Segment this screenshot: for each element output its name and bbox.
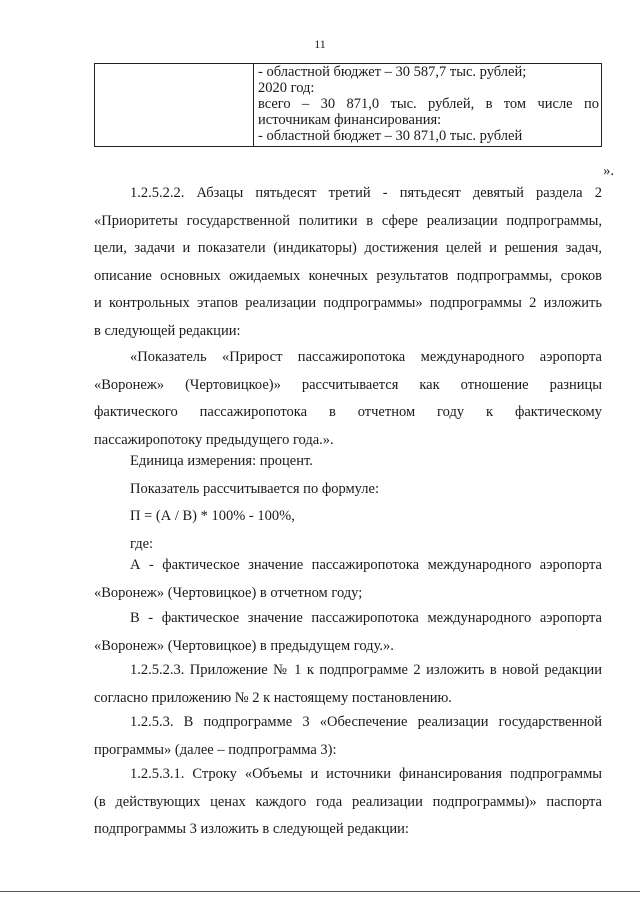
indicator-definition <box>94 344 602 454</box>
page-number: 11 <box>314 37 326 51</box>
formula: П = (А / В) * 100% - 100%, <box>130 508 295 524</box>
text-line: В - фактическое значение пассажиропотока международного аэропорта <box>130 610 602 626</box>
text-line: 1.2.5.3.1. Строку «Объемы и источники финансирования подпрограммы <box>130 766 602 782</box>
table-empty-cell <box>95 64 254 147</box>
unit-line: Единица измерения: процент. <box>130 453 313 469</box>
text-line: описание основных ожидаемых конечных результатов подпрограммы, сроков <box>94 267 602 284</box>
table-line: - областной бюджет – 30 587,7 тыс. рублей; <box>258 64 527 80</box>
text-line: «Приоритеты государственной политики в сфере реализации подпрограммы, <box>94 212 602 229</box>
paragraph-1-2-5-3-1 <box>94 761 602 844</box>
formula-block <box>94 448 602 558</box>
text-line: 1.2.5.3. В подпрограмме 3 «Обеспечение реализации государственной <box>130 714 602 730</box>
definition-b <box>94 605 602 660</box>
formula-intro: Показатель рассчитывается по формуле: <box>130 480 379 497</box>
where-label: где: <box>130 535 154 552</box>
text-line: согласно приложению № 2 к настоящему постановлению. <box>94 689 452 706</box>
text-line: А - фактическое значение пассажиропотока международного аэропорта <box>130 557 602 573</box>
paragraph-1-2-5-2-2 <box>94 180 602 345</box>
table-line: 2020 год: <box>258 80 315 96</box>
paragraph-1-2-5-2-3 <box>94 657 602 712</box>
closing-quote: ». <box>603 163 614 179</box>
table-text-cell <box>254 64 602 147</box>
text-line: фактического пассажиропотока в отчетном году к фактическому <box>94 404 602 420</box>
text-line: подпрограммы 3 изложить в следующей редакции: <box>94 821 409 837</box>
text-line: «Воронеж» (Чертовицкое)» рассчитывается как отношение разницы <box>94 376 602 393</box>
text-line: и контрольных этапов реализации подпрограммы» подпрограммы 2 изложить <box>94 295 602 311</box>
table-line: источникам финансирования: <box>258 112 442 128</box>
definition-a <box>94 552 602 607</box>
financing-table <box>94 63 602 147</box>
text-line: «Воронеж» (Чертовицкое) в отчетном году; <box>94 584 363 601</box>
text-line: в следующей редакции: <box>94 322 241 339</box>
text-line: цели, задачи и показатели (индикаторы) достижения целей и решения задач, <box>94 240 602 256</box>
text-line: 1.2.5.2.3. Приложение № 1 к подпрограмме 2 изложить в новой редакции <box>130 662 602 678</box>
text-line: «Воронеж» (Чертовицкое) в предыдущем году.». <box>94 637 394 654</box>
text-line: пассажиропотоку предыдущего года.». <box>94 431 334 448</box>
text-line: программы» (далее – подпрограмма 3): <box>94 741 337 758</box>
table-line: всего – 30 871,0 тыс. рублей, в том числе по <box>258 96 599 112</box>
text-line: 1.2.5.2.2. Абзацы пятьдесят третий - пятьдесят девятый раздела 2 <box>130 185 602 201</box>
page-bottom-rule <box>0 891 640 892</box>
table-line: - областной бюджет – 30 871,0 тыс. рублей <box>258 128 523 144</box>
paragraph-1-2-5-3 <box>94 709 602 764</box>
text-line: «Показатель «Прирост пассажиропотока международного аэропорта <box>130 349 602 365</box>
text-line: (в действующих ценах каждого года реализации подпрограммы)» паспорта <box>94 793 602 810</box>
